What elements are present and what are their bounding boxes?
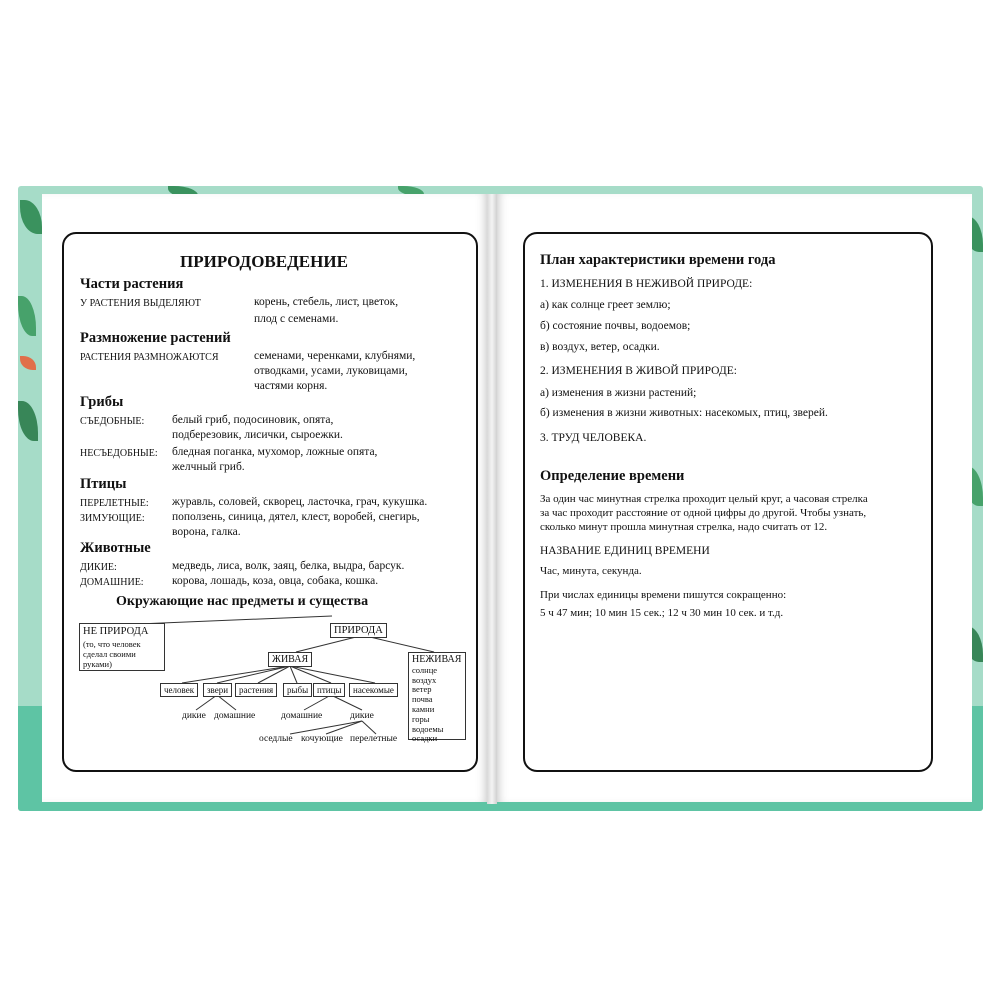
edible-text: подберезовик, лисички, сыроежки. xyxy=(172,429,343,441)
nonliving-title: НЕЖИВАЯ xyxy=(412,654,462,665)
plan-item-2: 2. ИЗМЕНЕНИЯ В ЖИВОЙ ПРИРОДЕ: xyxy=(540,365,737,377)
time-paragraph: За один час минутная стрелка проходит целый круг, а часовая стрелка xyxy=(540,493,868,505)
not-nature-note: сделал своими xyxy=(83,649,136,659)
birds-nomadic: кочующие xyxy=(301,734,343,744)
birds-wild: дикие xyxy=(350,711,374,721)
inedible-label: НЕСЪЕДОБНЫЕ: xyxy=(80,448,158,459)
plan-item-2a: а) изменения в жизни растений; xyxy=(540,387,697,399)
nonliving-item: солнце xyxy=(412,664,438,675)
animals-heading: Животные xyxy=(80,540,151,556)
not-nature-title: НЕ ПРИРОДА xyxy=(83,626,149,637)
time-paragraph: за час проходит расстояние от одной цифры до другой. Чтобы узнать, xyxy=(540,507,867,519)
wild-label: ДИКИЕ: xyxy=(80,562,117,573)
wintering-text: поползень, синица, дятел, клест, воробей, снегирь, xyxy=(172,511,420,523)
plan-item-1b: б) состояние почвы, водоемов; xyxy=(540,320,691,332)
book-spine xyxy=(487,194,497,804)
birds-domestic: домашние xyxy=(281,711,323,721)
migratory-text: журавль, соловей, скворец, ласточка, грач, кукушка. xyxy=(172,496,428,508)
migratory-label: ПЕРЕЛЕТНЫЕ: xyxy=(80,498,149,509)
plan-item-2b: б) изменения в жизни животных: насекомых, птиц, зверей. xyxy=(540,407,828,419)
inedible-text: желчный гриб. xyxy=(172,461,245,473)
wild-text: медведь, лиса, волк, заяц, белка, выдра, барсук. xyxy=(172,560,405,572)
nonliving-item: почва xyxy=(412,694,433,705)
nonliving-item: воздух xyxy=(412,674,437,685)
reproduction-text: частями корня. xyxy=(254,380,328,392)
plan-item-1: 1. ИЗМЕНЕНИЯ В НЕЖИВОЙ ПРИРОДЕ: xyxy=(540,278,753,290)
category-box: человек xyxy=(160,683,198,697)
parts-label: У РАСТЕНИЯ ВЫДЕЛЯЮТ xyxy=(80,298,201,309)
leaf-decoration xyxy=(20,200,42,234)
nonliving-item: камни xyxy=(412,703,435,714)
nonliving-item: осадки xyxy=(412,733,438,744)
right-title: План характеристики времени года xyxy=(540,252,776,268)
inedible-text: бледная поганка, мухомор, ложные опята, xyxy=(172,446,378,458)
category-box: растения xyxy=(235,683,277,697)
domestic-label: ДОМАШНИЕ: xyxy=(80,577,144,588)
category-box: рыбы xyxy=(283,683,312,697)
plan-item-1c: в) воздух, ветер, осадки. xyxy=(540,341,660,353)
nonliving-box xyxy=(408,652,466,744)
abbr-text: При числах единицы времени пишутся сокращенно: xyxy=(540,589,787,601)
mushrooms-heading: Грибы xyxy=(80,394,124,410)
left-title: ПРИРОДОВЕДЕНИЕ xyxy=(180,252,348,271)
reproduction-text: семенами, черенками, клубнями, xyxy=(254,350,416,362)
nonliving-item: ветер xyxy=(412,684,432,695)
category-box: птицы xyxy=(313,683,345,697)
time-paragraph: сколько минут прошла минутная стрелка, надо считать от 12. xyxy=(540,521,828,533)
category-box: звери xyxy=(203,683,232,697)
edible-label: СЪЕДОБНЫЕ: xyxy=(80,416,145,427)
leaf-decoration xyxy=(18,401,38,441)
beasts-wild: дикие xyxy=(182,711,206,721)
birds-migratory: перелетные xyxy=(350,734,398,744)
scheme-heading: Окружающие нас предметы и существа xyxy=(116,594,369,609)
not-nature-note: руками) xyxy=(83,659,112,669)
plan-item-1a: а) как солнце греет землю; xyxy=(540,299,671,311)
category-box: насекомые xyxy=(349,683,398,697)
birds-settled: оседлые xyxy=(259,734,293,744)
examples-text: 5 ч 47 мин; 10 мин 15 сек.; 12 ч 30 мин 10 сек. и т.д. xyxy=(540,607,784,619)
parts-text: корень, стебель, лист, цветок, xyxy=(254,296,399,308)
leaf-decoration xyxy=(18,296,36,336)
birds-heading: Птицы xyxy=(80,476,127,492)
nature-box: ПРИРОДА xyxy=(330,623,387,638)
reproduction-text: отводками, усами, луковицами, xyxy=(254,365,408,377)
leaf-decoration xyxy=(20,356,36,370)
parts-heading: Части растения xyxy=(80,276,184,292)
domestic-text: корова, лошадь, коза, овца, собака, кошка. xyxy=(172,575,379,587)
reproduction-heading: Размножение растений xyxy=(80,330,231,346)
plan-item-3: 3. ТРУД ЧЕЛОВЕКА. xyxy=(540,432,647,444)
beasts-domestic: домашние xyxy=(214,711,256,721)
wintering-text: ворона, галка. xyxy=(172,526,241,538)
not-nature-note: (то, что человек xyxy=(83,639,141,649)
edible-text: белый гриб, подосиновик, опята, xyxy=(172,414,334,426)
living-box: ЖИВАЯ xyxy=(268,652,312,667)
wintering-label: ЗИМУЮЩИЕ: xyxy=(80,513,145,524)
not-nature-box xyxy=(79,623,165,671)
nonliving-item: горы xyxy=(412,713,430,724)
reproduction-label: РАСТЕНИЯ РАЗМНОЖАЮТСЯ xyxy=(80,352,219,363)
units-label: НАЗВАНИЕ ЕДИНИЦ ВРЕМЕНИ xyxy=(540,545,710,557)
nonliving-item: водоемы xyxy=(412,723,444,734)
units-text: Час, минута, секунда. xyxy=(540,565,642,577)
parts-text: плод с семенами. xyxy=(254,313,339,325)
time-heading: Определение времени xyxy=(540,468,685,484)
